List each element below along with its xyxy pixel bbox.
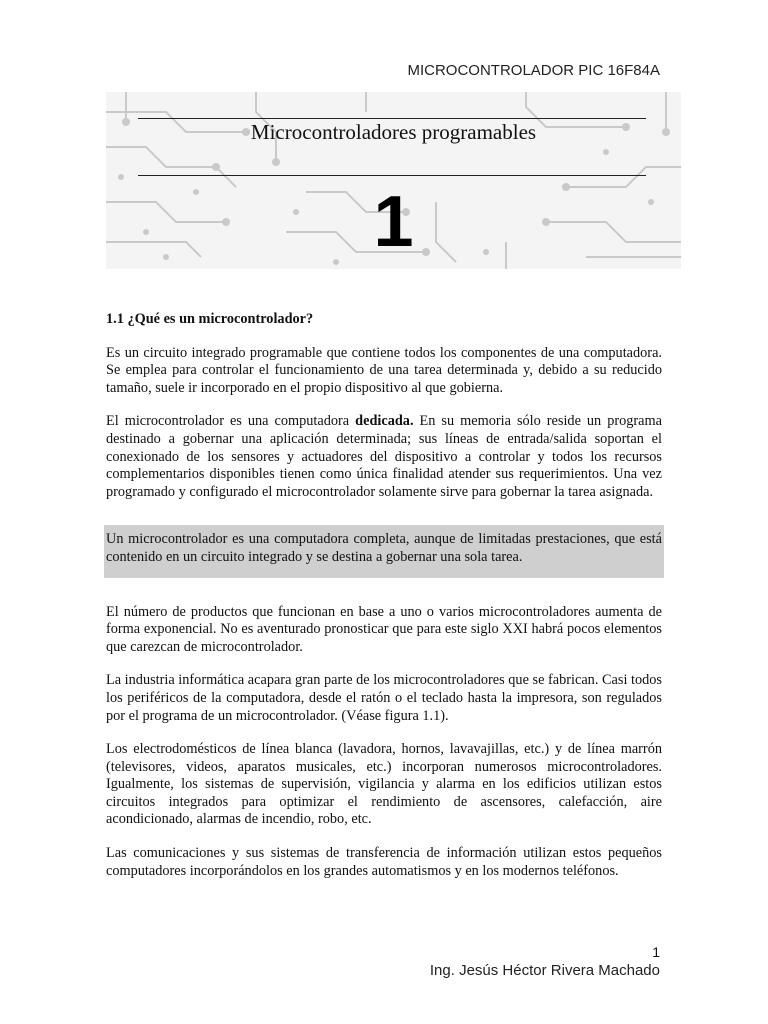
paragraph: Las comunicaciones y sus sistemas de transferencia de información utilizan estos pequeños computadores incorporándolos en los grandes automatismos y en los modernos teléfonos. [106, 845, 662, 879]
author-footer: Ing. Jesús Héctor Rivera Machado [429, 962, 660, 979]
paragraph [106, 413, 662, 501]
paragraph-text: El microcontrolador es una computadora [106, 413, 356, 430]
paragraph: La industria informática acapara gran parte de los microcontroladores que se fabrican. Casi todos los periféricos de la computadora, desde el ratón o el teclado hasta la impresora, son regulados por el programa de un microcontrolador. (Véase figura 1.1). [106, 672, 662, 724]
paragraph: El número de productos que funcionan en base a uno o varios microcontroladores aumenta de forma exponencial. No es aventurado pronosticar que para este siglo XXI habrá pocos elementos que carezcan de microcontrolador. [106, 603, 662, 655]
bold-term: dedicada. [355, 413, 414, 430]
page-number: 1 [652, 944, 660, 960]
paragraph-text: En su memoria sólo reside un programa destinado a gobernar una aplicación determinada; sus líneas de entrada/salida soportan el conexionado de los sensores y actuadores del dispositivo a controlar y todos los recursos complementarios disponibles tienen como única finalidad atender sus requerimientos. Una vez programado y configurado el microcontrolador solamente sirve para gobernar la tarea asignada. [106, 413, 662, 500]
chapter-number: 1 [373, 182, 414, 262]
paragraph: Es un circuito integrado programable que contiene todos los componentes de una computadora. Se emplea para controlar el funcionamiento de una tarea determinada y, debido a su reducido tamaño, suele ir incorporado en el propio dispositivo al que gobierna. [106, 344, 662, 396]
chapter-banner [106, 92, 681, 269]
body-content [106, 311, 662, 896]
highlight-box: Un microcontrolador es una computadora completa, aunque de limitadas prestaciones, que está contenido en un circuito integrado y se destina a gobernar una sola tarea. [104, 525, 664, 577]
banner-bottom-rule [138, 175, 646, 176]
banner-top-rule [138, 118, 646, 119]
paragraph: Los electrodomésticos de línea blanca (lavadora, hornos, lavavajillas, etc.) y de línea marrón (televisores, videos, aparatos musicales, etc.) incorporan numerosos microcontroladores. Igualmente, los sistemas de supervisión, vigilancia y alarma en los edificios utilizan estos circuitos integrados para optimizar el rendimiento de ascensores, calefacción, aire acondicionado, alarmas de incendio, robo, etc. [106, 741, 662, 828]
running-header: MICROCONTROLADOR PIC 16F84A [407, 62, 660, 79]
chapter-title: Microcontroladores programables [250, 120, 537, 144]
section-heading: 1.1 ¿Qué es un microcontrolador? [106, 311, 314, 327]
